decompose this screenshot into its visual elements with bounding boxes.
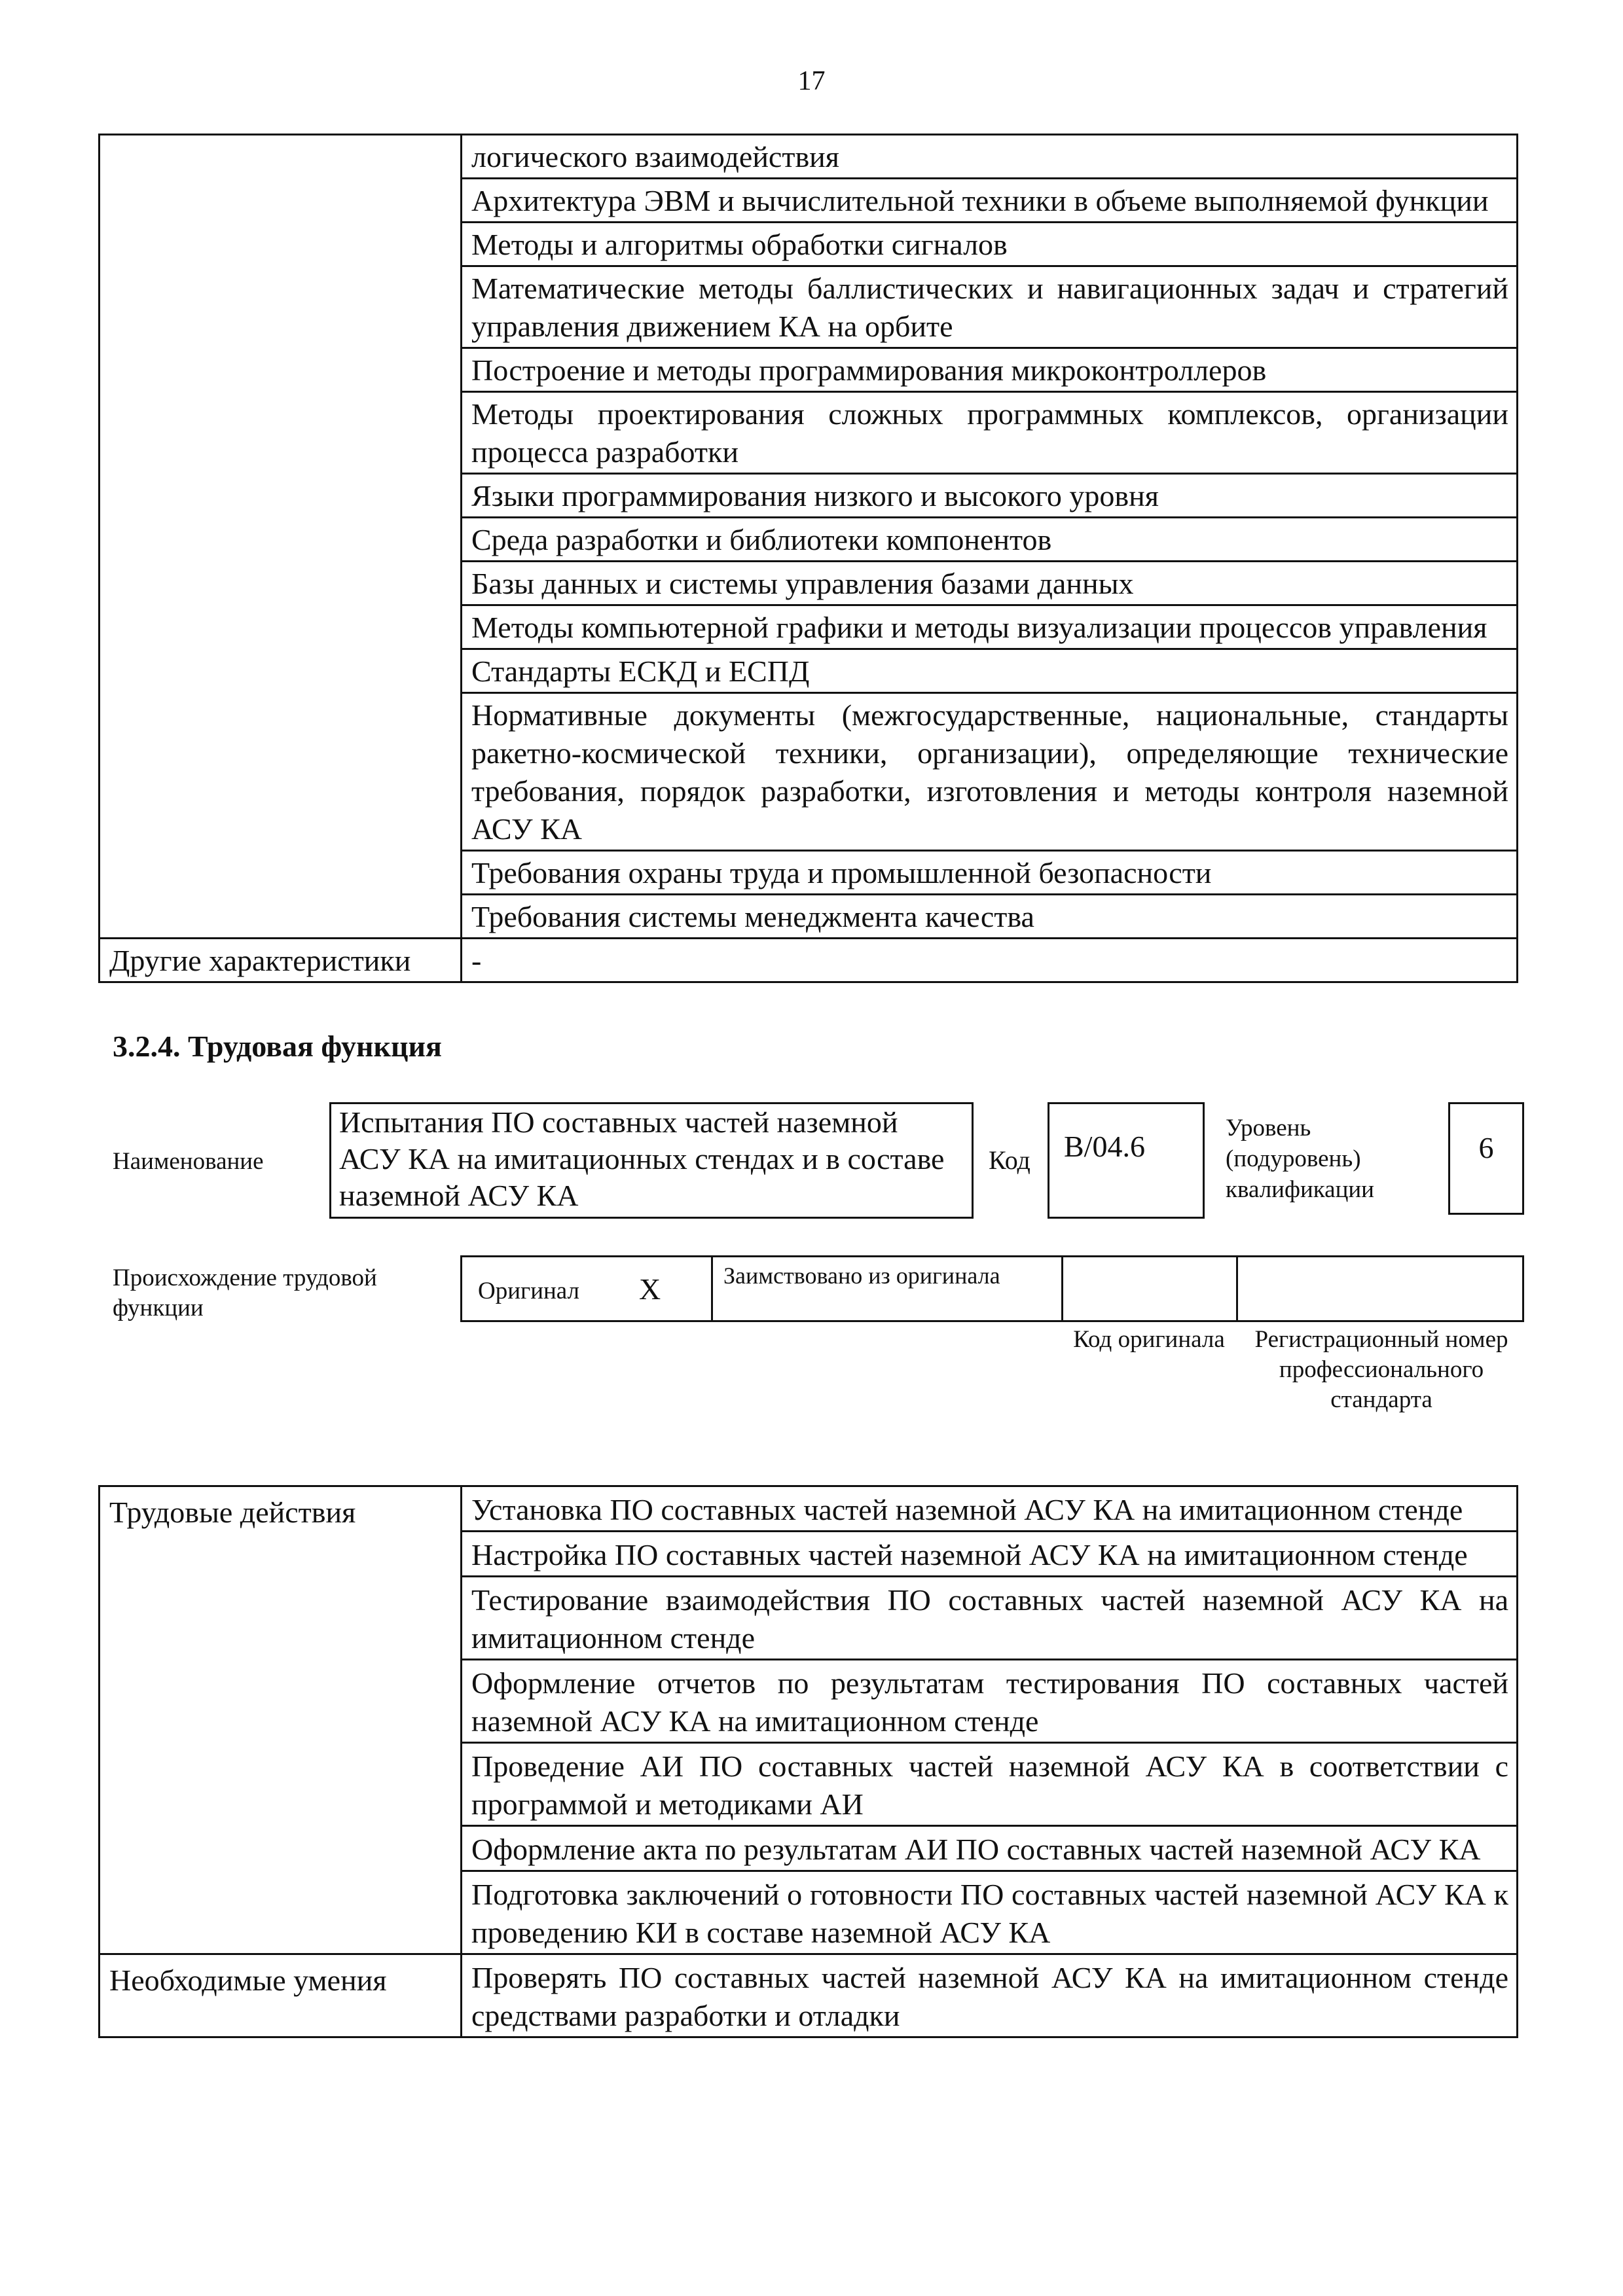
level-label: Уровень (подуровень) квалификации [1226, 1115, 1374, 1203]
borrowed-cell: Заимствовано из оригинала [711, 1255, 1063, 1322]
knowledge-item: Языки программирования низкого и высокого уровня [462, 474, 1518, 518]
knowledge-item: Архитектура ЭВМ и вычислительной техники в объеме выполняемой функции [462, 179, 1518, 223]
action-item: Настройка ПО составных частей наземной АСУ КА на имитационном стенде [462, 1532, 1518, 1577]
action-item: Оформление отчетов по результатам тестирования ПО составных частей наземной АСУ КА на имитационном стенде [462, 1660, 1518, 1743]
skill-item: Проверять ПО составных частей наземной АСУ КА на имитационном стенде средствами разработки и отладки [462, 1954, 1518, 2037]
level-value-box: 6 [1448, 1102, 1524, 1215]
knowledge-label-cell [100, 135, 462, 939]
function-name-box: Испытания ПО составных частей наземной АСУ КА на имитационных стендах и в составе наземной АСУ КА [329, 1102, 974, 1219]
table-row [100, 939, 1518, 982]
actions-label: Трудовые действия [100, 1486, 462, 1954]
action-item: Установка ПО составных частей наземной АСУ КА на имитационном стенде [462, 1486, 1518, 1532]
name-label: Наименование [113, 1148, 264, 1175]
table-row [100, 1486, 1518, 1532]
section-heading: 3.2.4. Трудовая функция [113, 1030, 442, 1063]
origin-code-caption: Код оригинала [1073, 1326, 1225, 1353]
skills-label: Необходимые умения [100, 1954, 462, 2037]
action-item: Подготовка заключений о готовности ПО составных частей наземной АСУ КА к проведению КИ в составе наземной АСУ КА [462, 1871, 1518, 1954]
origin-code-cell [1061, 1255, 1238, 1322]
original-mark: X [639, 1272, 661, 1306]
original-cell [460, 1255, 713, 1322]
knowledge-item: Математические методы баллистических и навигационных задач и стратегий управления движением КА на орбите [462, 266, 1518, 348]
other-characteristics-label: Другие характеристики [100, 939, 462, 982]
knowledge-item: Базы данных и системы управления базами данных [462, 562, 1518, 605]
table-row [100, 135, 1518, 179]
table-row [100, 1954, 1518, 2037]
reg-number-caption: Регистрационный номер профессионального стандарта [1254, 1326, 1508, 1413]
knowledge-item: Среда разработки и библиотеки компонентов [462, 518, 1518, 562]
action-item: Проведение АИ ПО составных частей наземной АСУ КА в соответствии с программой и методиками АИ [462, 1743, 1518, 1826]
page-number: 17 [797, 66, 826, 96]
knowledge-item: Методы проектирования сложных программных комплексов, организации процесса разработки [462, 392, 1518, 474]
action-item: Тестирование взаимодействия ПО составных частей наземной АСУ КА на имитационном стенде [462, 1577, 1518, 1660]
knowledge-item: Методы и алгоритмы обработки сигналов [462, 223, 1518, 266]
knowledge-item: Стандарты ЕСКД и ЕСПД [462, 649, 1518, 693]
code-label: Код [989, 1145, 1030, 1175]
knowledge-item: Построение и методы программирования микроконтроллеров [462, 348, 1518, 392]
action-item: Оформление акта по результатам АИ ПО составных частей наземной АСУ КА [462, 1826, 1518, 1871]
code-value-box: В/04.6 [1048, 1102, 1205, 1219]
reg-number-cell [1236, 1255, 1524, 1322]
actions-table [98, 1485, 1518, 2038]
original-label: Оригинал [478, 1278, 580, 1304]
knowledge-item: Методы компьютерной графики и методы визуализации процессов управления [462, 605, 1518, 649]
origin-label: Происхождение трудовой функции [113, 1265, 377, 1321]
knowledge-item: Требования системы менеджмента качества [462, 895, 1518, 939]
knowledge-item: Требования охраны труда и промышленной безопасности [462, 851, 1518, 895]
knowledge-item: логического взаимодействия [462, 135, 1518, 179]
other-characteristics-value: - [462, 939, 1518, 982]
knowledge-item: Нормативные документы (межгосударственные, национальные, стандарты ракетно-космической техники, организации), определяющие технические требования, порядок разработки, изготовления и методы контроля наземной АСУ КА [462, 693, 1518, 851]
knowledge-table [98, 134, 1518, 983]
